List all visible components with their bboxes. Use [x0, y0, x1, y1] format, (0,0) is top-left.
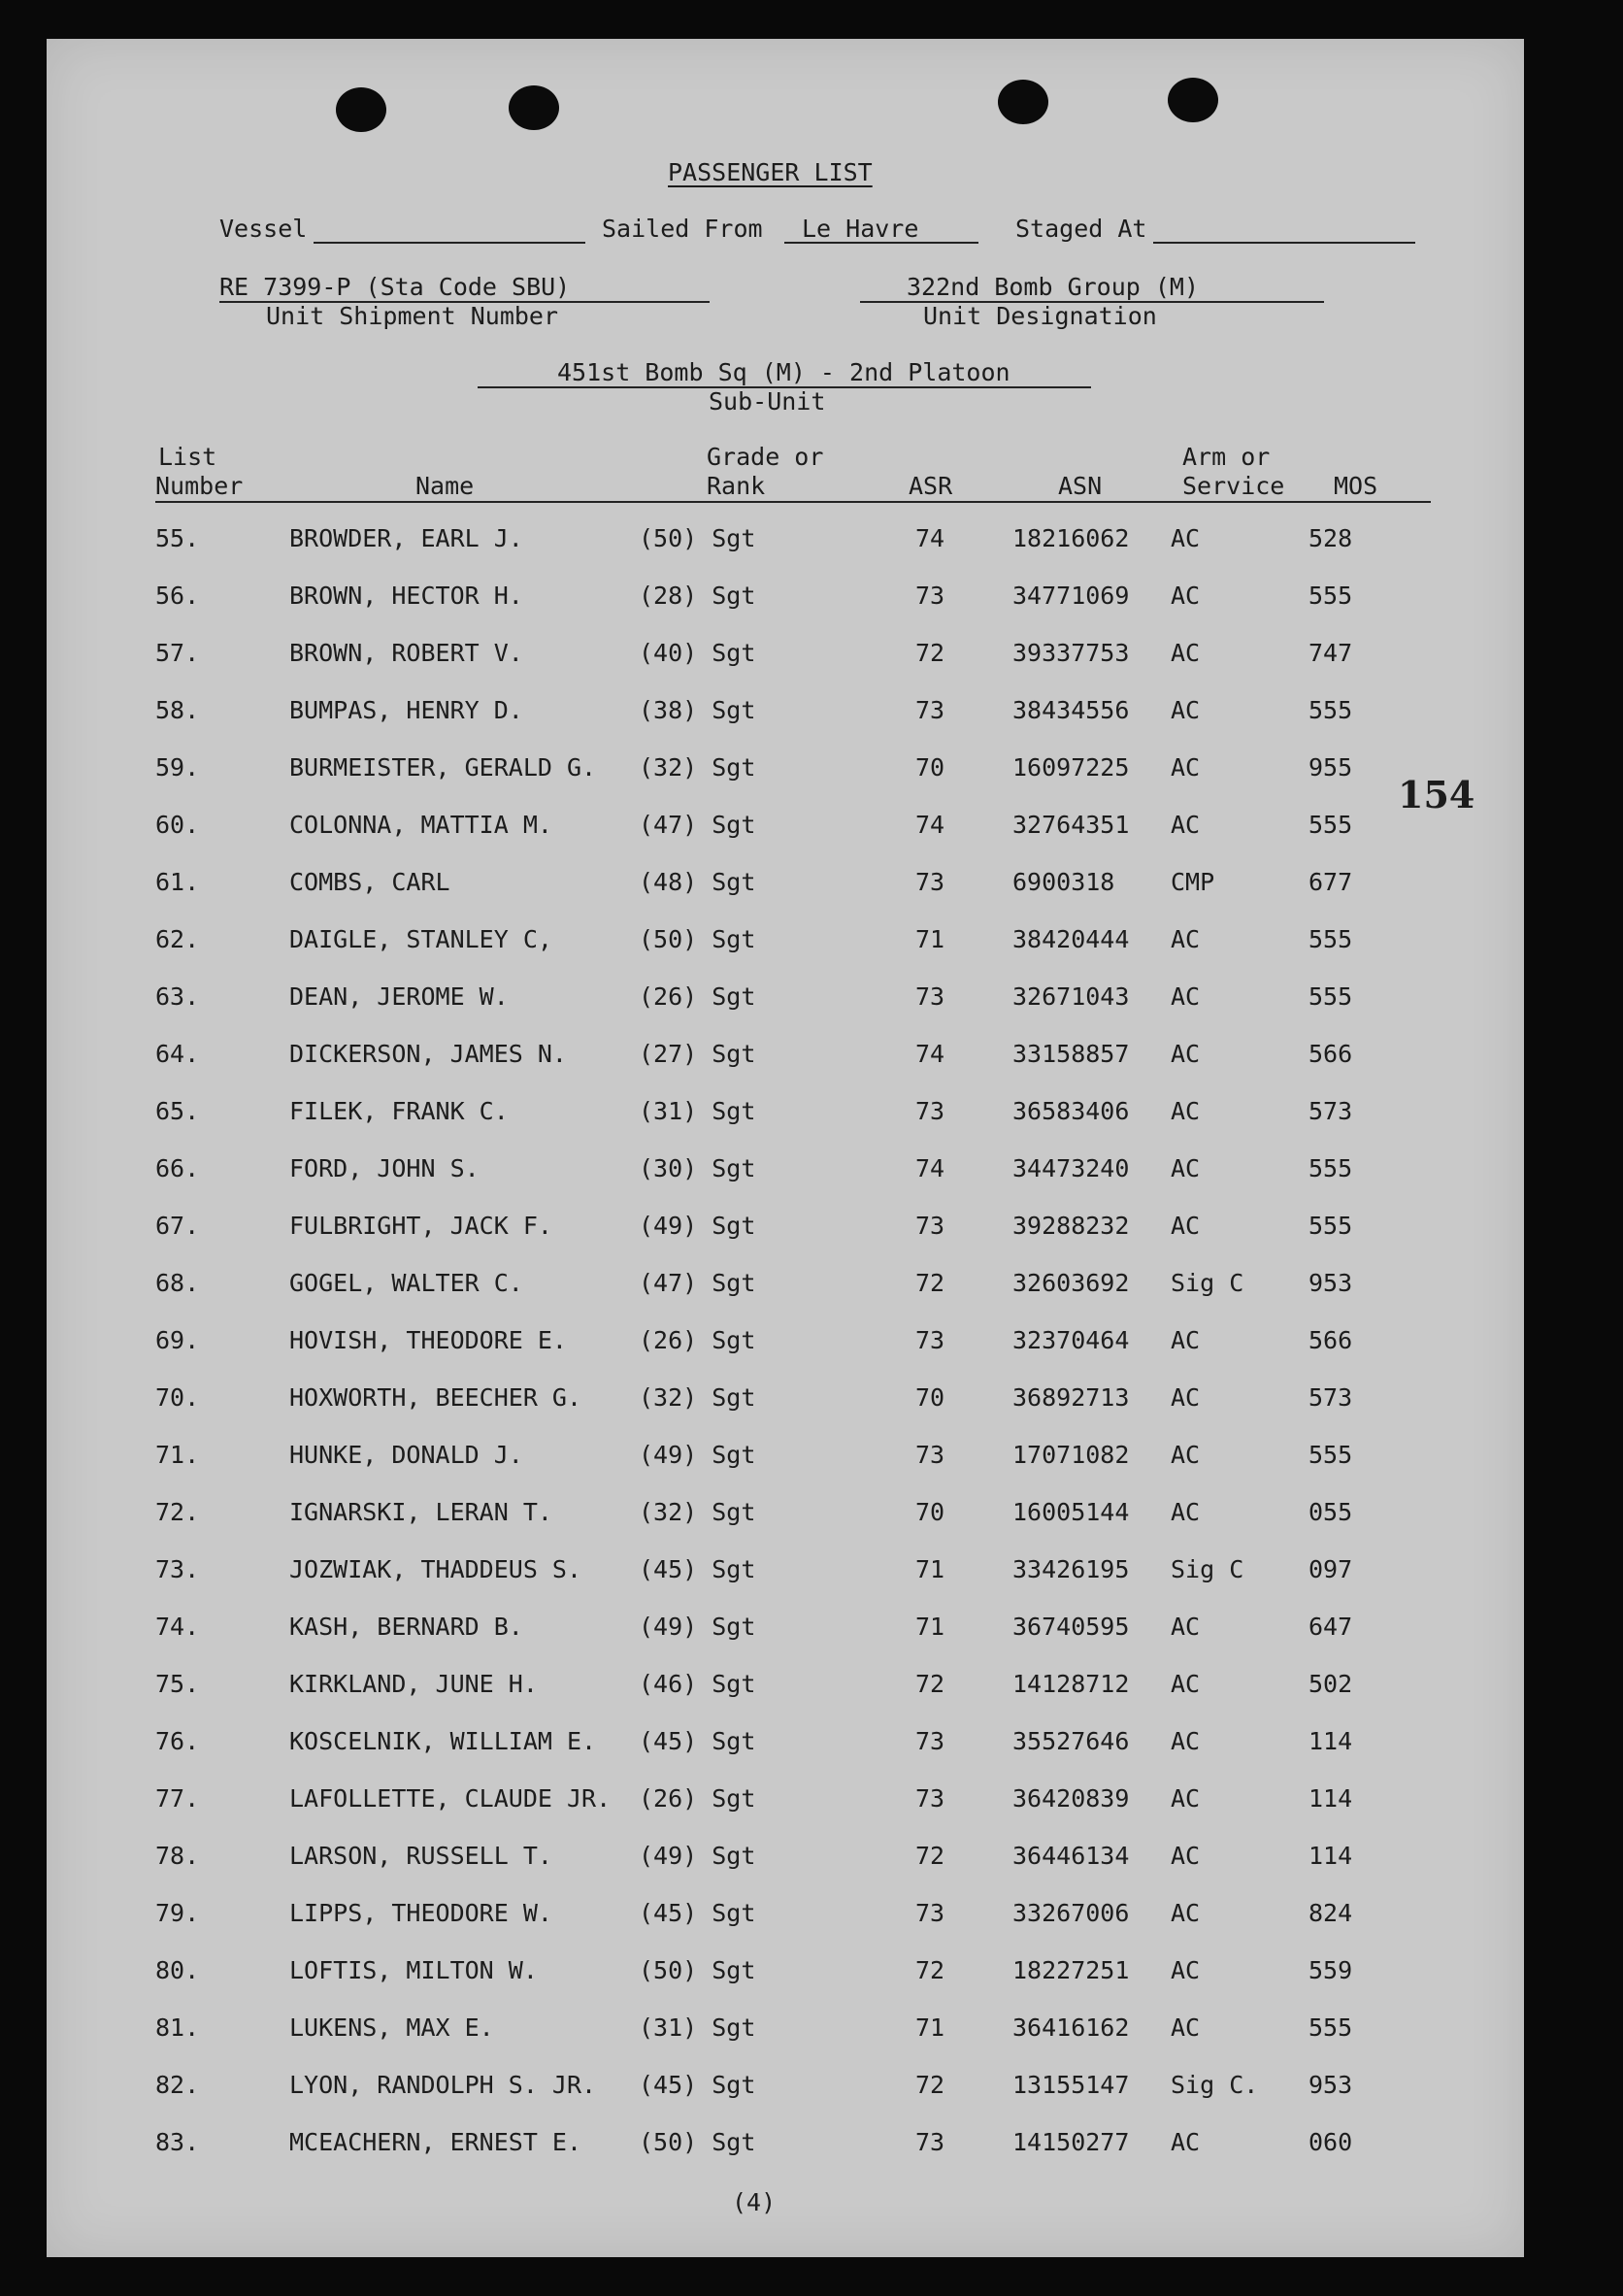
asr-cell: 73: [915, 1727, 945, 1755]
table-row: [47, 1212, 1524, 1250]
name-cell: HUNKE, DONALD J.: [289, 1441, 523, 1469]
punch-hole: [998, 80, 1048, 124]
mos-cell: 555: [1308, 982, 1353, 1011]
name-cell: LAFOLLETTE, CLAUDE JR.: [289, 1784, 612, 1813]
mos-cell: 528: [1308, 524, 1353, 552]
list-number-cell: 61.: [155, 868, 200, 896]
sub-unit-label: Sub-Unit: [709, 387, 826, 416]
grade-cell: (45) Sgt: [639, 1727, 756, 1755]
asn-cell: 32764351: [1012, 811, 1130, 839]
mos-cell: 114: [1308, 1842, 1353, 1870]
name-cell: LIPPS, THEODORE W.: [289, 1899, 552, 1927]
table-row: [47, 868, 1524, 907]
table-row: [47, 1154, 1524, 1193]
asn-cell: 36583406: [1012, 1097, 1130, 1125]
punch-hole: [1168, 78, 1218, 122]
name-cell: KOSCELNIK, WILLIAM E.: [289, 1727, 597, 1755]
asn-cell: 16097225: [1012, 753, 1130, 782]
table-row: [47, 1613, 1524, 1651]
table-row: [47, 1784, 1524, 1823]
name-cell: GOGEL, WALTER C.: [289, 1269, 523, 1297]
col-header-asn: ASN: [1058, 472, 1103, 500]
asr-cell: 74: [915, 1154, 945, 1182]
asr-cell: 73: [915, 696, 945, 724]
arm-service-cell: AC: [1171, 1784, 1201, 1813]
asn-cell: 36740595: [1012, 1613, 1130, 1641]
table-row: [47, 1498, 1524, 1537]
grade-cell: (47) Sgt: [639, 811, 756, 839]
asr-cell: 73: [915, 2128, 945, 2156]
name-cell: LARSON, RUSSELL T.: [289, 1842, 552, 1870]
arm-service-cell: AC: [1171, 696, 1201, 724]
arm-service-cell: AC: [1171, 1441, 1201, 1469]
col-header-name: Name: [415, 472, 475, 500]
list-number-cell: 69.: [155, 1326, 200, 1354]
list-number-cell: 74.: [155, 1613, 200, 1641]
list-number-cell: 79.: [155, 1899, 200, 1927]
arm-service-cell: AC: [1171, 524, 1201, 552]
name-cell: BURMEISTER, GERALD G.: [289, 753, 597, 782]
mos-cell: 555: [1308, 811, 1353, 839]
name-cell: LUKENS, MAX E.: [289, 2013, 494, 2042]
grade-cell: (32) Sgt: [639, 1498, 756, 1526]
name-cell: HOVISH, THEODORE E.: [289, 1326, 567, 1354]
table-row: [47, 582, 1524, 620]
col-header-number: Number: [155, 472, 244, 500]
grade-cell: (26) Sgt: [639, 1326, 756, 1354]
grade-cell: (28) Sgt: [639, 582, 756, 610]
list-number-cell: 75.: [155, 1670, 200, 1698]
list-number-cell: 77.: [155, 1784, 200, 1813]
asn-cell: 32603692: [1012, 1269, 1130, 1297]
asr-cell: 74: [915, 1040, 945, 1068]
grade-cell: (49) Sgt: [639, 1441, 756, 1469]
mos-cell: 555: [1308, 582, 1353, 610]
mos-cell: 114: [1308, 1727, 1353, 1755]
table-row: [47, 2071, 1524, 2110]
asr-cell: 70: [915, 753, 945, 782]
grade-cell: (27) Sgt: [639, 1040, 756, 1068]
shipment-number-label: Unit Shipment Number: [266, 302, 559, 330]
list-number-cell: 65.: [155, 1097, 200, 1125]
staged-at-label: Staged At: [1015, 215, 1147, 243]
mos-cell: 677: [1308, 868, 1353, 896]
asr-cell: 72: [915, 1670, 945, 1698]
arm-service-cell: AC: [1171, 582, 1201, 610]
table-row: [47, 925, 1524, 964]
arm-service-cell: Sig C: [1171, 1555, 1244, 1583]
mos-cell: 555: [1308, 1212, 1353, 1240]
asn-cell: 17071082: [1012, 1441, 1130, 1469]
mos-cell: 097: [1308, 1555, 1353, 1583]
asr-cell: 73: [915, 982, 945, 1011]
asr-cell: 71: [915, 1613, 945, 1641]
table-row: [47, 1899, 1524, 1938]
list-number-cell: 68.: [155, 1269, 200, 1297]
table-row: [47, 1269, 1524, 1308]
table-row: [47, 982, 1524, 1021]
list-number-cell: 59.: [155, 753, 200, 782]
asr-cell: 73: [915, 1899, 945, 1927]
mos-cell: 555: [1308, 1441, 1353, 1469]
footer-page-number: (4): [732, 2188, 777, 2216]
table-row: [47, 696, 1524, 735]
name-cell: COMBS, CARL: [289, 868, 450, 896]
mos-cell: 114: [1308, 1784, 1353, 1813]
mos-cell: 555: [1308, 2013, 1353, 2042]
arm-service-cell: AC: [1171, 1498, 1201, 1526]
name-cell: LOFTIS, MILTON W.: [289, 1956, 538, 1984]
grade-cell: (40) Sgt: [639, 639, 756, 667]
name-cell: DAIGLE, STANLEY C,: [289, 925, 552, 953]
grade-cell: (49) Sgt: [639, 1613, 756, 1641]
name-cell: FULBRIGHT, JACK F.: [289, 1212, 552, 1240]
grade-cell: (32) Sgt: [639, 753, 756, 782]
asn-cell: 13155147: [1012, 2071, 1130, 2099]
asr-cell: 73: [915, 1441, 945, 1469]
list-number-cell: 67.: [155, 1212, 200, 1240]
grade-cell: (31) Sgt: [639, 2013, 756, 2042]
arm-service-cell: AC: [1171, 1956, 1201, 1984]
asr-cell: 72: [915, 2071, 945, 2099]
arm-service-cell: AC: [1171, 2013, 1201, 2042]
grade-cell: (32) Sgt: [639, 1383, 756, 1412]
asr-cell: 73: [915, 1212, 945, 1240]
mos-cell: 647: [1308, 1613, 1353, 1641]
grade-cell: (45) Sgt: [639, 1899, 756, 1927]
grade-cell: (47) Sgt: [639, 1269, 756, 1297]
asn-cell: 14150277: [1012, 2128, 1130, 2156]
mos-cell: 824: [1308, 1899, 1353, 1927]
table-row: [47, 1956, 1524, 1995]
col-header-rank: Rank: [707, 472, 766, 500]
list-number-cell: 83.: [155, 2128, 200, 2156]
arm-service-cell: Sig C: [1171, 1269, 1244, 1297]
grade-cell: (50) Sgt: [639, 1956, 756, 1984]
asn-cell: 38420444: [1012, 925, 1130, 953]
shipment-number: RE 7399-P (Sta Code SBU): [219, 273, 571, 301]
mos-cell: 955: [1308, 753, 1353, 782]
document-page: [47, 39, 1524, 2257]
table-row: [47, 1326, 1524, 1365]
asn-cell: 32370464: [1012, 1326, 1130, 1354]
col-header-grade: Grade or: [707, 443, 824, 471]
arm-service-cell: AC: [1171, 1154, 1201, 1182]
name-cell: DEAN, JEROME W.: [289, 982, 509, 1011]
asr-cell: 72: [915, 1269, 945, 1297]
list-number-cell: 66.: [155, 1154, 200, 1182]
mos-cell: 502: [1308, 1670, 1353, 1698]
arm-service-cell: AC: [1171, 1899, 1201, 1927]
punch-hole: [509, 85, 559, 130]
asn-cell: 34771069: [1012, 582, 1130, 610]
table-row: [47, 753, 1524, 792]
stamped-page-number: 154: [1398, 773, 1475, 816]
arm-service-cell: AC: [1171, 1040, 1201, 1068]
asr-cell: 72: [915, 639, 945, 667]
asr-cell: 73: [915, 868, 945, 896]
mos-cell: 566: [1308, 1040, 1353, 1068]
arm-service-cell: AC: [1171, 811, 1201, 839]
asr-cell: 73: [915, 1097, 945, 1125]
table-row: [47, 1727, 1524, 1766]
name-cell: BROWN, HECTOR H.: [289, 582, 523, 610]
grade-cell: (38) Sgt: [639, 696, 756, 724]
arm-service-cell: Sig C.: [1171, 2071, 1259, 2099]
name-cell: KASH, BERNARD B.: [289, 1613, 523, 1641]
name-cell: KIRKLAND, JUNE H.: [289, 1670, 538, 1698]
arm-service-cell: AC: [1171, 1097, 1201, 1125]
mos-cell: 566: [1308, 1326, 1353, 1354]
asr-cell: 71: [915, 1555, 945, 1583]
asn-cell: 38434556: [1012, 696, 1130, 724]
asn-cell: 33426195: [1012, 1555, 1130, 1583]
asr-cell: 70: [915, 1498, 945, 1526]
asn-cell: 36446134: [1012, 1842, 1130, 1870]
list-number-cell: 58.: [155, 696, 200, 724]
mos-cell: 555: [1308, 1154, 1353, 1182]
list-number-cell: 78.: [155, 1842, 200, 1870]
table-row: [47, 2128, 1524, 2167]
asn-cell: 36892713: [1012, 1383, 1130, 1412]
table-row: [47, 1097, 1524, 1136]
list-number-cell: 64.: [155, 1040, 200, 1068]
grade-cell: (31) Sgt: [639, 1097, 756, 1125]
asn-cell: 32671043: [1012, 982, 1130, 1011]
arm-service-cell: AC: [1171, 1727, 1201, 1755]
list-number-cell: 55.: [155, 524, 200, 552]
asn-cell: 36420839: [1012, 1784, 1130, 1813]
list-number-cell: 80.: [155, 1956, 200, 1984]
name-cell: FORD, JOHN S.: [289, 1154, 480, 1182]
vessel-label: Vessel: [219, 215, 308, 243]
table-row: [47, 811, 1524, 849]
table-row: [47, 1383, 1524, 1422]
grade-cell: (48) Sgt: [639, 868, 756, 896]
name-cell: BUMPAS, HENRY D.: [289, 696, 523, 724]
arm-service-cell: AC: [1171, 1383, 1201, 1412]
mos-cell: 573: [1308, 1097, 1353, 1125]
mos-cell: 573: [1308, 1383, 1353, 1412]
mos-cell: 555: [1308, 925, 1353, 953]
list-number-cell: 63.: [155, 982, 200, 1011]
asn-cell: 34473240: [1012, 1154, 1130, 1182]
asn-cell: 6900318: [1012, 868, 1115, 896]
list-number-cell: 56.: [155, 582, 200, 610]
arm-service-cell: AC: [1171, 1670, 1201, 1698]
document-title: PASSENGER LIST: [668, 158, 873, 186]
name-cell: MCEACHERN, ERNEST E.: [289, 2128, 582, 2156]
list-number-cell: 81.: [155, 2013, 200, 2042]
arm-service-cell: AC: [1171, 1613, 1201, 1641]
grade-cell: (45) Sgt: [639, 2071, 756, 2099]
table-row: [47, 2013, 1524, 2052]
table-row: [47, 1555, 1524, 1594]
name-cell: IGNARSKI, LERAN T.: [289, 1498, 552, 1526]
asr-cell: 71: [915, 2013, 945, 2042]
asr-cell: 74: [915, 811, 945, 839]
list-number-cell: 72.: [155, 1498, 200, 1526]
header-underline: [155, 501, 1431, 503]
col-header-asr: ASR: [909, 472, 953, 500]
asn-cell: 36416162: [1012, 2013, 1130, 2042]
grade-cell: (50) Sgt: [639, 925, 756, 953]
list-number-cell: 76.: [155, 1727, 200, 1755]
mos-cell: 555: [1308, 696, 1353, 724]
asr-cell: 72: [915, 1842, 945, 1870]
asr-cell: 73: [915, 582, 945, 610]
mos-cell: 559: [1308, 1956, 1353, 1984]
arm-service-cell: AC: [1171, 2128, 1201, 2156]
grade-cell: (50) Sgt: [639, 2128, 756, 2156]
name-cell: FILEK, FRANK C.: [289, 1097, 509, 1125]
name-cell: JOZWIAK, THADDEUS S.: [289, 1555, 582, 1583]
asr-cell: 73: [915, 1784, 945, 1813]
arm-service-cell: AC: [1171, 639, 1201, 667]
name-cell: HOXWORTH, BEECHER G.: [289, 1383, 582, 1412]
table-row: [47, 524, 1524, 563]
asn-cell: 14128712: [1012, 1670, 1130, 1698]
sailed-from-value: Le Havre: [802, 215, 919, 243]
grade-cell: (49) Sgt: [639, 1842, 756, 1870]
table-row: [47, 1670, 1524, 1709]
grade-cell: (26) Sgt: [639, 1784, 756, 1813]
list-number-cell: 62.: [155, 925, 200, 953]
punch-hole: [336, 87, 386, 132]
asn-cell: 33158857: [1012, 1040, 1130, 1068]
mos-cell: 953: [1308, 2071, 1353, 2099]
asn-cell: 39288232: [1012, 1212, 1130, 1240]
grade-cell: (46) Sgt: [639, 1670, 756, 1698]
asn-cell: 16005144: [1012, 1498, 1130, 1526]
list-number-cell: 60.: [155, 811, 200, 839]
table-row: [47, 1441, 1524, 1480]
table-row: [47, 1842, 1524, 1880]
name-cell: LYON, RANDOLPH S. JR.: [289, 2071, 597, 2099]
sailed-from-line: [784, 242, 978, 244]
mos-cell: 953: [1308, 1269, 1353, 1297]
arm-service-cell: AC: [1171, 1212, 1201, 1240]
asn-cell: 35527646: [1012, 1727, 1130, 1755]
grade-cell: (30) Sgt: [639, 1154, 756, 1182]
grade-cell: (45) Sgt: [639, 1555, 756, 1583]
list-number-cell: 71.: [155, 1441, 200, 1469]
arm-service-cell: AC: [1171, 753, 1201, 782]
mos-cell: 060: [1308, 2128, 1353, 2156]
unit-designation-label: Unit Designation: [923, 302, 1157, 330]
asr-cell: 74: [915, 524, 945, 552]
sailed-from-label: Sailed From: [602, 215, 763, 243]
name-cell: BROWDER, EARL J.: [289, 524, 523, 552]
list-number-cell: 82.: [155, 2071, 200, 2099]
arm-service-cell: CMP: [1171, 868, 1215, 896]
name-cell: COLONNA, MATTIA M.: [289, 811, 552, 839]
asn-cell: 18216062: [1012, 524, 1130, 552]
name-cell: BROWN, ROBERT V.: [289, 639, 523, 667]
staged-at-blank-line: [1153, 242, 1415, 244]
grade-cell: (50) Sgt: [639, 524, 756, 552]
list-number-cell: 70.: [155, 1383, 200, 1412]
mos-cell: 747: [1308, 639, 1353, 667]
sub-unit: 451st Bomb Sq (M) - 2nd Platoon: [557, 358, 1010, 386]
grade-cell: (49) Sgt: [639, 1212, 756, 1240]
name-cell: DICKERSON, JAMES N.: [289, 1040, 567, 1068]
asn-cell: 33267006: [1012, 1899, 1130, 1927]
mos-cell: 055: [1308, 1498, 1353, 1526]
arm-service-cell: AC: [1171, 982, 1201, 1011]
vessel-blank-line: [314, 242, 585, 244]
col-header-mos: MOS: [1334, 472, 1378, 500]
col-header-service: Service: [1182, 472, 1285, 500]
col-header-list: List: [158, 443, 217, 471]
asr-cell: 70: [915, 1383, 945, 1412]
arm-service-cell: AC: [1171, 1842, 1201, 1870]
col-header-arm: Arm or: [1182, 443, 1271, 471]
list-number-cell: 73.: [155, 1555, 200, 1583]
asr-cell: 72: [915, 1956, 945, 1984]
grade-cell: (26) Sgt: [639, 982, 756, 1011]
unit-designation: 322nd Bomb Group (M): [907, 273, 1200, 301]
table-row: [47, 639, 1524, 678]
asr-cell: 73: [915, 1326, 945, 1354]
arm-service-cell: AC: [1171, 1326, 1201, 1354]
asn-cell: 18227251: [1012, 1956, 1130, 1984]
asn-cell: 39337753: [1012, 639, 1130, 667]
table-row: [47, 1040, 1524, 1079]
list-number-cell: 57.: [155, 639, 200, 667]
asr-cell: 71: [915, 925, 945, 953]
arm-service-cell: AC: [1171, 925, 1201, 953]
